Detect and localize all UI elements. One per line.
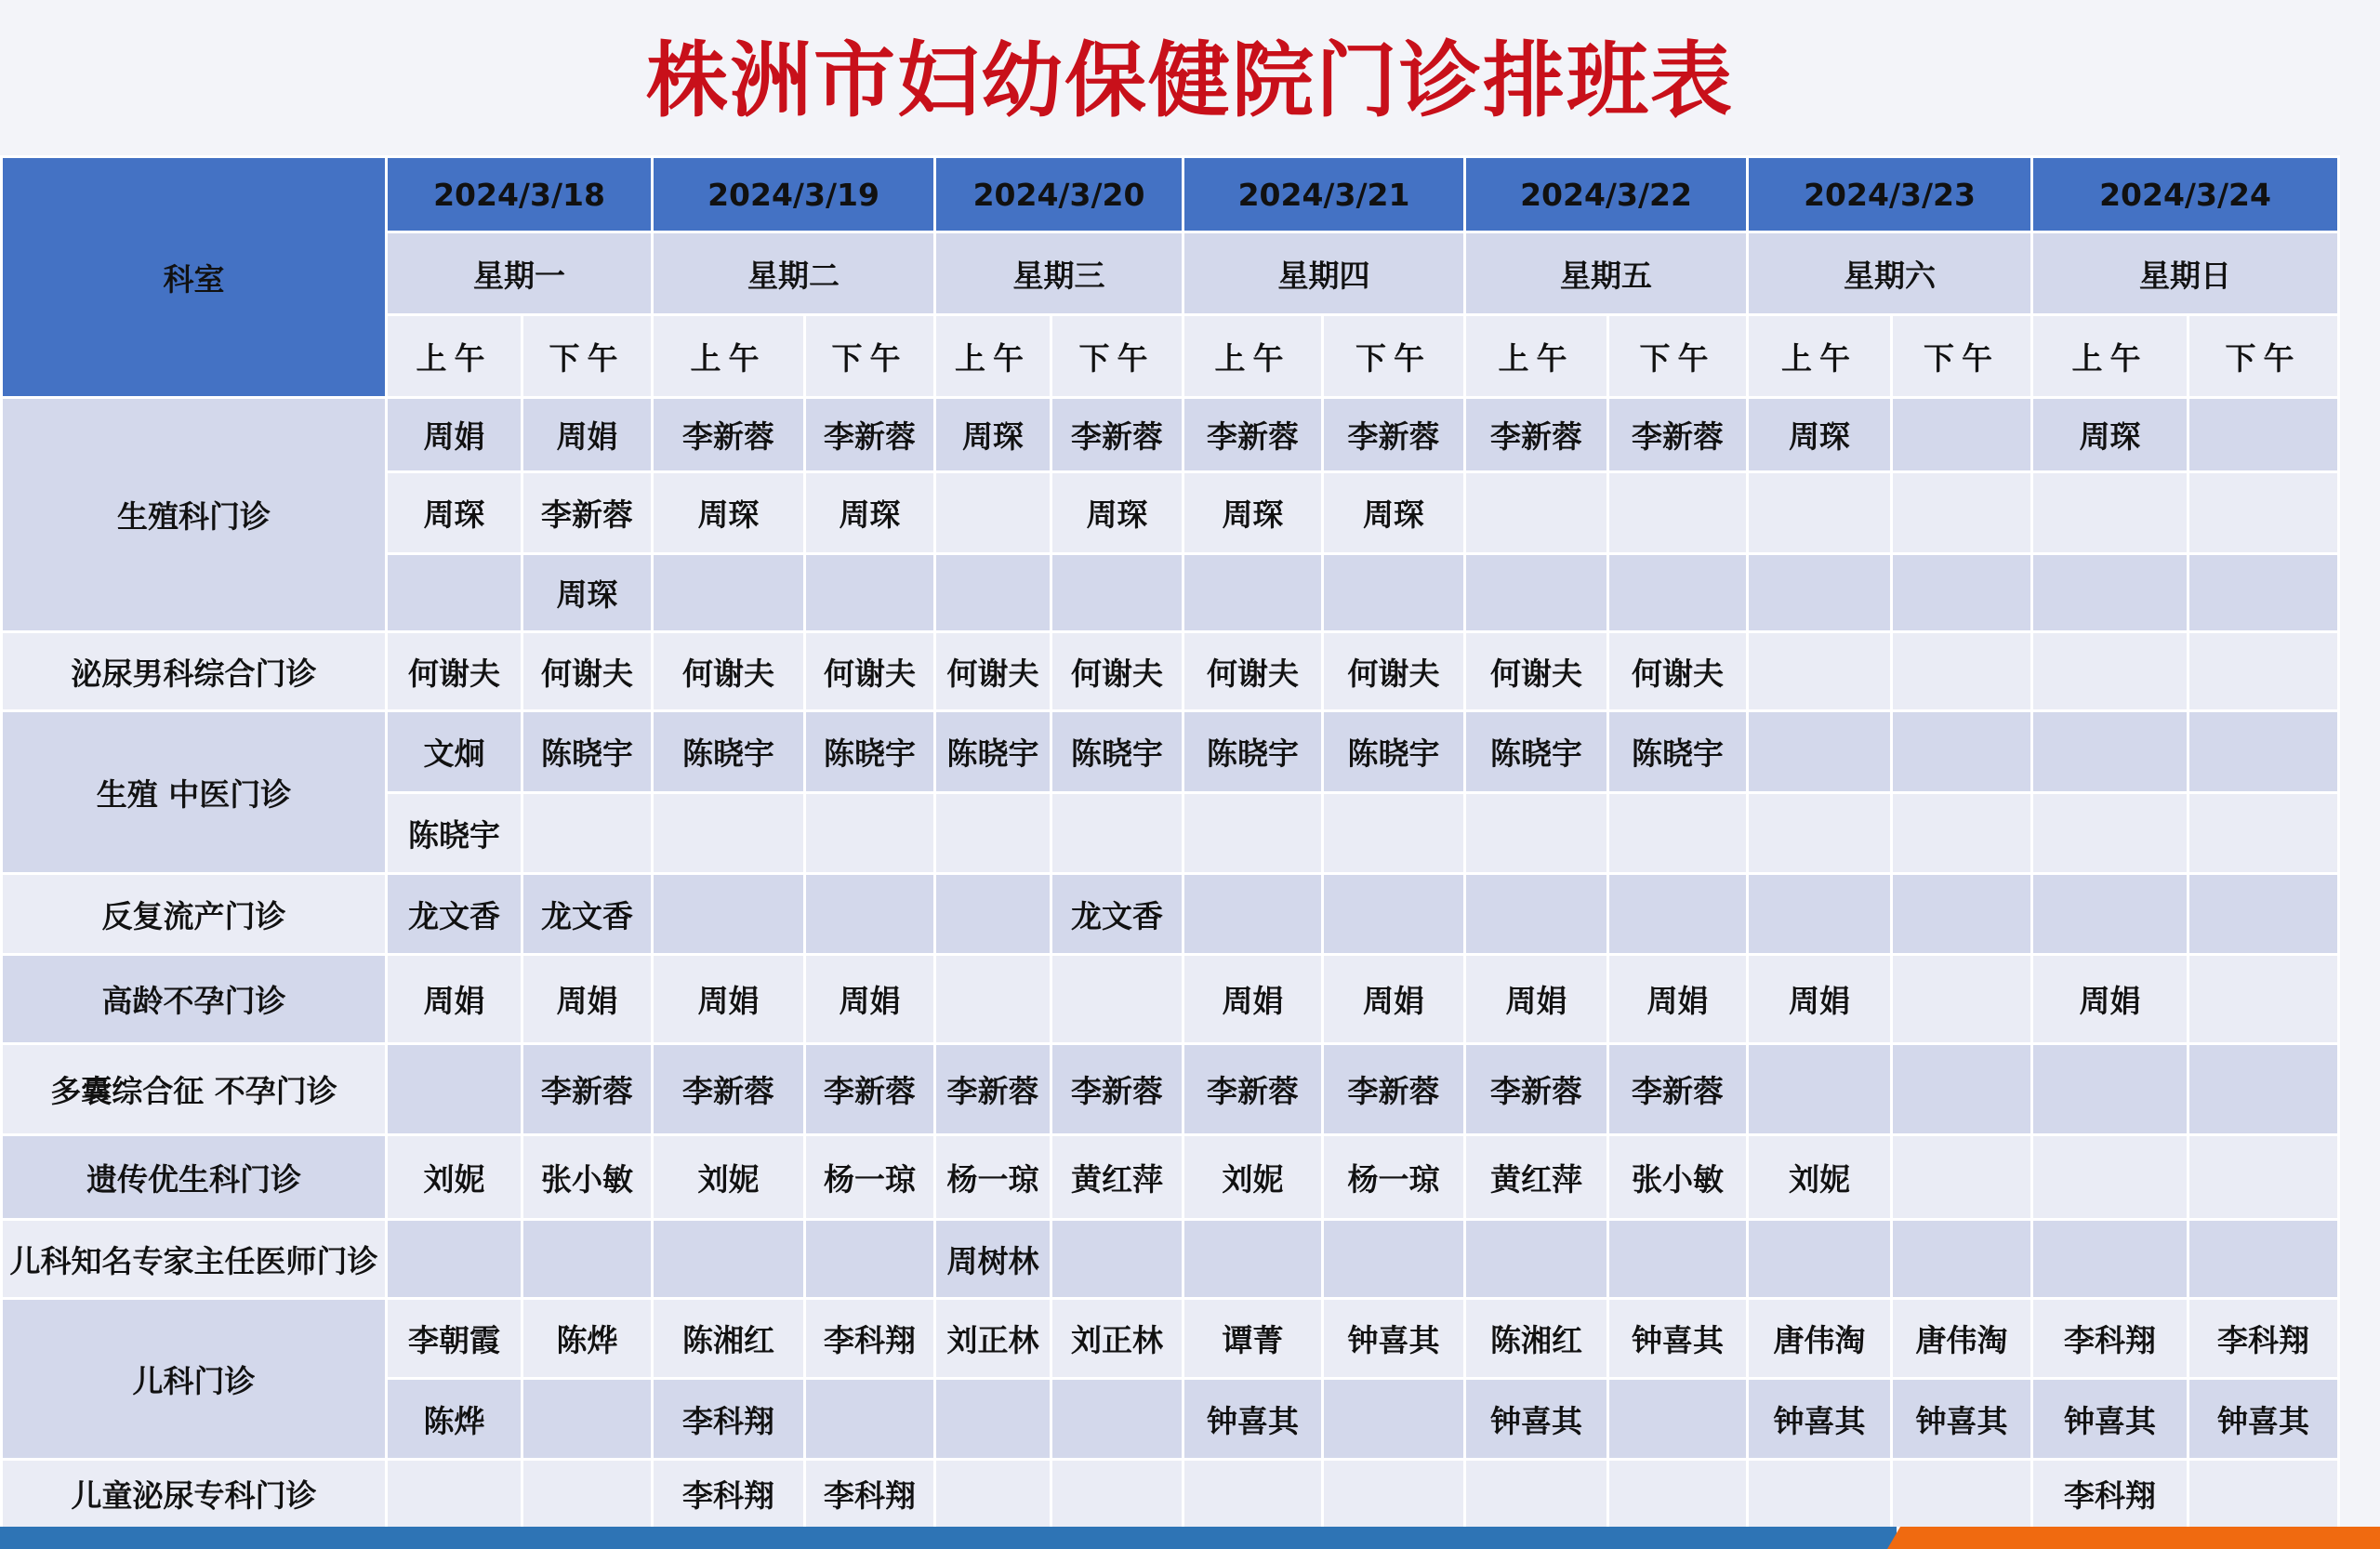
schedule-cell (1608, 793, 1748, 874)
schedule-cell: 黄红萍 (1465, 1135, 1608, 1220)
schedule-cell (2188, 632, 2339, 711)
department-name: 儿科知名专家主任医师门诊 (2, 1220, 387, 1299)
schedule-cell (2188, 955, 2339, 1044)
pm-header: 下午 (1051, 315, 1183, 398)
schedule-cell (2032, 1135, 2188, 1220)
schedule-cell: 黄红萍 (1051, 1135, 1183, 1220)
schedule-cell: 李科翔 (653, 1460, 805, 1529)
schedule-cell (1892, 632, 2032, 711)
schedule-cell (1323, 1460, 1465, 1529)
am-header: 上午 (653, 315, 805, 398)
schedule-cell (1051, 793, 1183, 874)
schedule-cell (1051, 1220, 1183, 1299)
schedule-cell (935, 955, 1051, 1044)
schedule-cell (1465, 1220, 1608, 1299)
schedule-cell (935, 793, 1051, 874)
date-header: 2024/3/21 (1183, 157, 1465, 232)
schedule-cell: 杨一琼 (1323, 1135, 1465, 1220)
date-header: 2024/3/22 (1465, 157, 1748, 232)
schedule-cell: 何谢夫 (805, 632, 935, 711)
table-row (2, 955, 2339, 1044)
am-header: 上午 (1183, 315, 1323, 398)
schedule-cell: 钟喜其 (1323, 1299, 1465, 1379)
table-row (2, 711, 2339, 793)
schedule-cell (1892, 554, 2032, 632)
schedule-cell: 谭菁 (1183, 1299, 1323, 1379)
schedule-cell (2032, 1220, 2188, 1299)
pm-header: 下午 (1892, 315, 2032, 398)
schedule-cell (1608, 874, 1748, 955)
schedule-cell (1183, 554, 1323, 632)
schedule-cell: 李新蓉 (1183, 398, 1323, 472)
schedule-cell: 陈晓宇 (935, 711, 1051, 793)
weekday-header: 星期二 (653, 232, 935, 315)
schedule-cell: 李新蓉 (1051, 1044, 1183, 1135)
date-header: 2024/3/24 (2032, 157, 2339, 232)
schedule-cell: 陈晓宇 (1183, 711, 1323, 793)
page-title: 株洲市妇幼保健院门诊排班表 (645, 33, 1734, 128)
schedule-cell (805, 1379, 935, 1460)
schedule-cell: 周娟 (1748, 955, 1892, 1044)
pm-header: 下午 (1608, 315, 1748, 398)
schedule-cell: 李新蓉 (522, 1044, 653, 1135)
schedule-cell: 周琛 (2032, 398, 2188, 472)
schedule-cell: 李新蓉 (653, 1044, 805, 1135)
department-name: 儿科门诊 (2, 1299, 387, 1460)
schedule-cell: 刘正林 (935, 1299, 1051, 1379)
schedule-cell: 陈晓宇 (805, 711, 935, 793)
schedule-cell (387, 1220, 522, 1299)
schedule-cell (2188, 711, 2339, 793)
schedule-cell (1892, 472, 2032, 554)
schedule-cell (387, 554, 522, 632)
schedule-cell (935, 1460, 1051, 1529)
schedule-cell: 陈晓宇 (1465, 711, 1608, 793)
schedule-cell: 周琛 (1051, 472, 1183, 554)
schedule-cell: 何谢夫 (1465, 632, 1608, 711)
weekday-header: 星期四 (1183, 232, 1465, 315)
schedule-cell (2188, 554, 2339, 632)
schedule-cell: 钟喜其 (1892, 1379, 2032, 1460)
schedule-cell (1892, 1220, 2032, 1299)
schedule-cell (387, 1044, 522, 1135)
schedule-cell (1748, 1220, 1892, 1299)
schedule-cell: 文炯 (387, 711, 522, 793)
schedule-cell: 李新蓉 (1183, 1044, 1323, 1135)
schedule-cell: 刘妮 (387, 1135, 522, 1220)
schedule-cell: 陈晓宇 (653, 711, 805, 793)
schedule-cell (1183, 1220, 1323, 1299)
schedule-cell: 李新蓉 (653, 398, 805, 472)
schedule-cell (1465, 554, 1608, 632)
table-row (2, 874, 2339, 955)
schedule-cell (1608, 472, 1748, 554)
schedule-cell (1748, 711, 1892, 793)
footer-bar-orange (1887, 1527, 2380, 1549)
table-row (2, 1220, 2339, 1299)
schedule-cell (1183, 874, 1323, 955)
schedule-cell (1608, 554, 1748, 632)
schedule-cell: 张小敏 (1608, 1135, 1748, 1220)
table-row (2, 1299, 2339, 1379)
am-header: 上午 (1748, 315, 1892, 398)
schedule-cell: 周琛 (1748, 398, 1892, 472)
schedule-cell: 周琛 (653, 472, 805, 554)
schedule-cell (2032, 632, 2188, 711)
weekday-header: 星期一 (387, 232, 653, 315)
schedule-cell (1183, 1460, 1323, 1529)
schedule-cell (1892, 711, 2032, 793)
weekday-header: 星期五 (1465, 232, 1748, 315)
schedule-cell: 何谢夫 (1051, 632, 1183, 711)
schedule-cell: 李新蓉 (1051, 398, 1183, 472)
schedule-cell (1465, 1460, 1608, 1529)
schedule-cell (2188, 793, 2339, 874)
schedule-cell: 李朝霞 (387, 1299, 522, 1379)
table-row (2, 398, 2339, 472)
pm-header: 下午 (1323, 315, 1465, 398)
schedule-cell (2032, 874, 2188, 955)
schedule-cell (1748, 793, 1892, 874)
schedule-cell: 周娟 (2032, 955, 2188, 1044)
schedule-cell: 钟喜其 (1183, 1379, 1323, 1460)
schedule-cell (1051, 1379, 1183, 1460)
schedule-cell: 何谢夫 (1183, 632, 1323, 711)
schedule-cell (1323, 874, 1465, 955)
schedule-cell: 周娟 (805, 955, 935, 1044)
schedule-cell (2188, 398, 2339, 472)
pm-header: 下午 (805, 315, 935, 398)
footer-bar-blue (0, 1527, 1897, 1549)
schedule-cell: 周琛 (1323, 472, 1465, 554)
department-name: 多囊综合征 不孕门诊 (2, 1044, 387, 1135)
table-row (2, 1460, 2339, 1529)
schedule-cell: 陈烨 (522, 1299, 653, 1379)
am-header: 上午 (935, 315, 1051, 398)
schedule-cell: 杨一琼 (805, 1135, 935, 1220)
schedule-cell (1465, 874, 1608, 955)
schedule-cell (805, 874, 935, 955)
schedule-cell: 钟喜其 (1748, 1379, 1892, 1460)
schedule-cell: 周娟 (1465, 955, 1608, 1044)
schedule-cell (1748, 1460, 1892, 1529)
am-header: 上午 (387, 315, 522, 398)
schedule-cell (935, 554, 1051, 632)
schedule-cell: 周娟 (522, 955, 653, 1044)
schedule-cell: 钟喜其 (1465, 1379, 1608, 1460)
schedule-cell: 陈烨 (387, 1379, 522, 1460)
schedule-cell (2032, 711, 2188, 793)
schedule-cell: 李新蓉 (1608, 398, 1748, 472)
schedule-cell: 李新蓉 (522, 472, 653, 554)
weekday-header: 星期六 (1748, 232, 2032, 315)
schedule-cell: 何谢夫 (387, 632, 522, 711)
schedule-cell (1892, 398, 2032, 472)
schedule-cell: 何谢夫 (1323, 632, 1465, 711)
schedule-cell: 周娟 (1608, 955, 1748, 1044)
schedule-cell: 钟喜其 (2188, 1379, 2339, 1460)
schedule-cell (2188, 472, 2339, 554)
schedule-cell: 李新蓉 (1465, 398, 1608, 472)
schedule-cell (2188, 1135, 2339, 1220)
date-header: 2024/3/18 (387, 157, 653, 232)
schedule-cell (1892, 1044, 2032, 1135)
schedule-cell: 周娟 (387, 398, 522, 472)
schedule-cell: 周娟 (387, 955, 522, 1044)
weekday-header: 星期日 (2032, 232, 2339, 315)
table-row (2, 1044, 2339, 1135)
schedule-cell (1748, 874, 1892, 955)
table-row (2, 632, 2339, 711)
schedule-cell: 李新蓉 (1323, 1044, 1465, 1135)
department-name: 儿童泌尿专科门诊 (2, 1460, 387, 1529)
schedule-cell: 李科翔 (2032, 1460, 2188, 1529)
schedule-cell (653, 1220, 805, 1299)
schedule-cell: 钟喜其 (1608, 1299, 1748, 1379)
schedule-cell: 龙文香 (387, 874, 522, 955)
department-name: 生殖科门诊 (2, 398, 387, 632)
schedule-cell: 周娟 (1323, 955, 1465, 1044)
schedule-cell: 周娟 (1183, 955, 1323, 1044)
schedule-cell: 陈湘红 (653, 1299, 805, 1379)
schedule-cell: 唐伟淘 (1892, 1299, 2032, 1379)
schedule-cell (1608, 1220, 1748, 1299)
schedule-cell: 陈湘红 (1465, 1299, 1608, 1379)
schedule-cell (1465, 793, 1608, 874)
schedule-cell: 刘妮 (1183, 1135, 1323, 1220)
schedule-cell (1323, 1220, 1465, 1299)
schedule-cell: 李新蓉 (935, 1044, 1051, 1135)
schedule-cell: 何谢夫 (1608, 632, 1748, 711)
schedule-cell (653, 554, 805, 632)
schedule-cell: 李科翔 (653, 1379, 805, 1460)
schedule-cell: 陈晓宇 (387, 793, 522, 874)
department-name: 遗传优生科门诊 (2, 1135, 387, 1220)
schedule-cell (1608, 1379, 1748, 1460)
schedule-cell (1051, 554, 1183, 632)
schedule-cell (1892, 955, 2032, 1044)
pm-header: 下午 (522, 315, 653, 398)
schedule-cell: 何谢夫 (935, 632, 1051, 711)
schedule-cell: 李科翔 (2188, 1299, 2339, 1379)
schedule-cell: 李新蓉 (1323, 398, 1465, 472)
schedule-cell (522, 1220, 653, 1299)
schedule-cell (1892, 793, 2032, 874)
schedule-cell (2188, 874, 2339, 955)
am-header: 上午 (2032, 315, 2188, 398)
schedule-cell: 钟喜其 (2032, 1379, 2188, 1460)
schedule-cell: 刘正林 (1051, 1299, 1183, 1379)
schedule-cell: 李新蓉 (805, 1044, 935, 1135)
table-row (2, 1135, 2339, 1220)
schedule-cell: 陈晓宇 (1608, 711, 1748, 793)
schedule-cell (2188, 1044, 2339, 1135)
schedule-cell (522, 1379, 653, 1460)
schedule-cell: 何谢夫 (653, 632, 805, 711)
date-row (2, 157, 2339, 232)
schedule-cell (522, 1460, 653, 1529)
schedule-cell: 周娟 (653, 955, 805, 1044)
schedule-cell (653, 874, 805, 955)
date-header: 2024/3/23 (1748, 157, 2032, 232)
schedule-cell (1465, 472, 1608, 554)
schedule-cell: 周琛 (387, 472, 522, 554)
schedule-table (0, 155, 2340, 1529)
schedule-cell: 陈晓宇 (1323, 711, 1465, 793)
schedule-cell (935, 472, 1051, 554)
schedule-cell: 李科翔 (2032, 1299, 2188, 1379)
schedule-cell: 周琛 (935, 398, 1051, 472)
schedule-cell (1323, 554, 1465, 632)
schedule-cell (2188, 1460, 2339, 1529)
schedule-cell: 周树林 (935, 1220, 1051, 1299)
department-name: 高龄不孕门诊 (2, 955, 387, 1044)
schedule-cell: 李科翔 (805, 1460, 935, 1529)
schedule-cell (653, 793, 805, 874)
schedule-cell: 周琛 (522, 554, 653, 632)
schedule-cell: 何谢夫 (522, 632, 653, 711)
schedule-cell (1748, 554, 1892, 632)
schedule-cell (1748, 632, 1892, 711)
date-header: 2024/3/19 (653, 157, 935, 232)
schedule-cell (1051, 1460, 1183, 1529)
schedule-cell: 唐伟淘 (1748, 1299, 1892, 1379)
weekday-header: 星期三 (935, 232, 1183, 315)
schedule-cell: 李新蓉 (1465, 1044, 1608, 1135)
schedule-cell: 杨一琼 (935, 1135, 1051, 1220)
schedule-cell (522, 793, 653, 874)
schedule-cell (1748, 472, 1892, 554)
schedule-cell (1892, 1460, 2032, 1529)
department-name: 生殖 中医门诊 (2, 711, 387, 874)
schedule-cell (2032, 554, 2188, 632)
schedule-cell (805, 1220, 935, 1299)
department-name: 泌尿男科综合门诊 (2, 632, 387, 711)
schedule-cell (1748, 1044, 1892, 1135)
schedule-cell (805, 793, 935, 874)
schedule-cell: 李新蓉 (1608, 1044, 1748, 1135)
schedule-cell (1892, 874, 2032, 955)
schedule-cell: 周琛 (1183, 472, 1323, 554)
schedule-cell (387, 1460, 522, 1529)
schedule-cell: 陈晓宇 (522, 711, 653, 793)
schedule-cell (805, 554, 935, 632)
schedule-cell: 周娟 (522, 398, 653, 472)
schedule-cell (935, 874, 1051, 955)
schedule-cell: 龙文香 (522, 874, 653, 955)
schedule-cell: 周琛 (805, 472, 935, 554)
schedule-cell: 李科翔 (805, 1299, 935, 1379)
schedule-cell (1051, 955, 1183, 1044)
date-header: 2024/3/20 (935, 157, 1183, 232)
schedule-cell: 刘妮 (1748, 1135, 1892, 1220)
schedule-cell: 陈晓宇 (1051, 711, 1183, 793)
schedule-cell (1892, 1135, 2032, 1220)
schedule-cell (2188, 1220, 2339, 1299)
schedule-cell (2032, 1044, 2188, 1135)
schedule-cell (935, 1379, 1051, 1460)
schedule-cell (2032, 793, 2188, 874)
department-name: 反复流产门诊 (2, 874, 387, 955)
schedule-cell (1183, 793, 1323, 874)
schedule-cell (1323, 1379, 1465, 1460)
am-header: 上午 (1465, 315, 1608, 398)
schedule-cell (1608, 1460, 1748, 1529)
schedule-cell: 李新蓉 (805, 398, 935, 472)
schedule-cell (1323, 793, 1465, 874)
schedule-cell: 刘妮 (653, 1135, 805, 1220)
schedule-cell: 龙文香 (1051, 874, 1183, 955)
schedule-cell (2032, 472, 2188, 554)
schedule-cell: 张小敏 (522, 1135, 653, 1220)
dept-column-header: 科室 (2, 157, 387, 398)
pm-header: 下午 (2188, 315, 2339, 398)
